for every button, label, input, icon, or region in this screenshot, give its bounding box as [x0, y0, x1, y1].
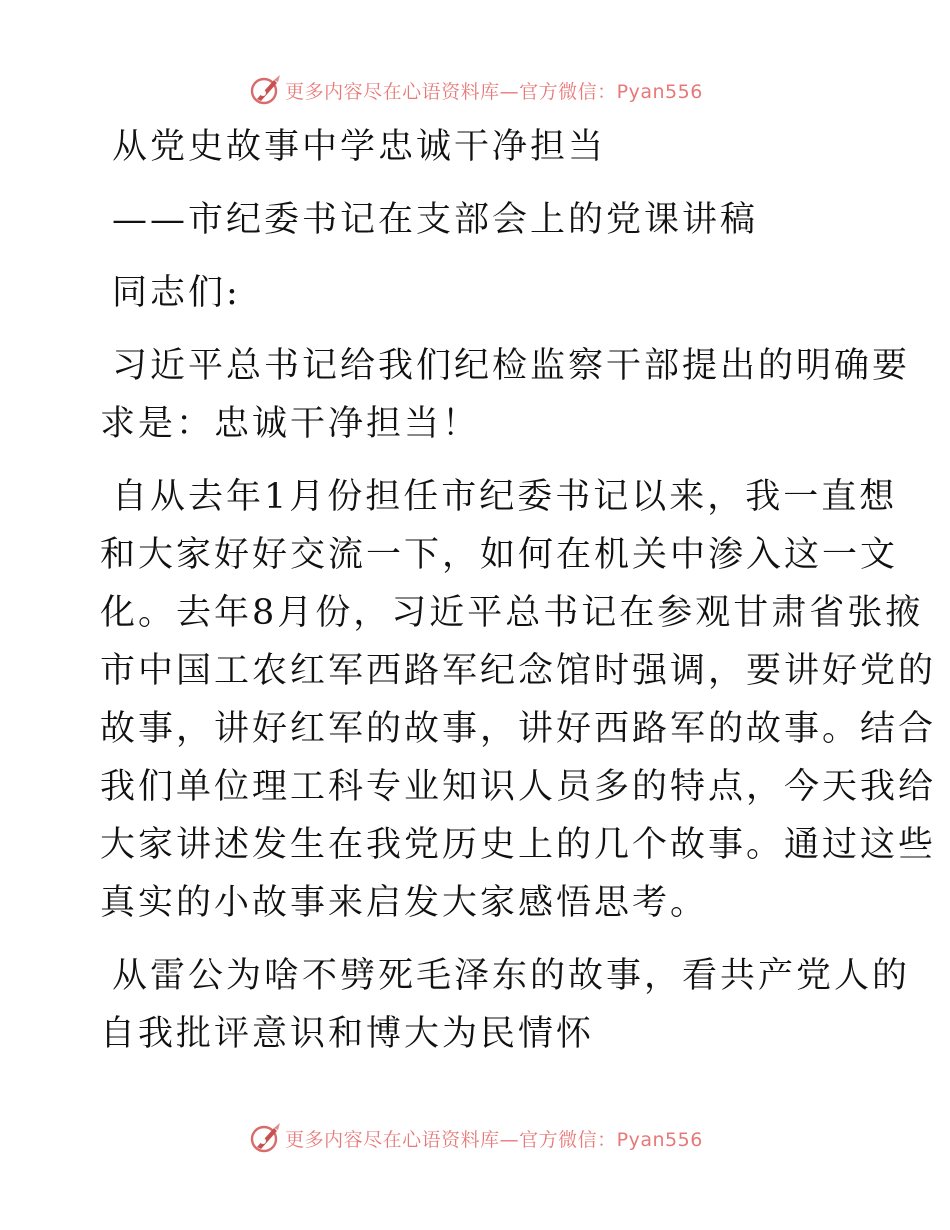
paragraph-line: 故事，讲好红军的故事，讲好西路军的故事。结合: [100, 709, 937, 749]
paragraph-line: 我们单位理工科专业知识人员多的特点，今天我给: [100, 767, 937, 807]
paragraph-line: 大家讲述发生在我党历史上的几个故事。通过这些: [100, 825, 937, 865]
quill-logo-icon: [247, 1120, 283, 1156]
paragraph-line: 习近平总书记给我们纪检监察干部提出的明确要: [112, 346, 911, 386]
paragraph-line: 自我批评意识和博大为民情怀: [100, 1014, 595, 1054]
paragraph-line: 从雷公为啥不劈死毛泽东的故事，看共产党人的: [112, 956, 911, 996]
header-watermark-banner: [0, 70, 950, 110]
paragraph-2: [100, 468, 937, 932]
footer-watermark-text: 更多内容尽在心语资料库—官方微信：Pyan556: [285, 1128, 703, 1151]
paragraph-line: 和大家好好交流一下，如何在机关中渗入这一文: [100, 535, 899, 575]
paragraph-line: 自从去年1月份担任市纪委书记以来，我一直想: [112, 477, 898, 517]
paragraph-line: 市中国工农红军西路军纪念馆时强调，要讲好党的: [100, 651, 937, 691]
header-watermark-text: 更多内容尽在心语资料库—官方微信：Pyan556: [285, 80, 703, 103]
document-body: [100, 118, 937, 1063]
doc-title: 从党史故事中学忠诚干净担当: [112, 127, 607, 167]
paragraph-line: 求是：忠诚干净担当！: [100, 404, 481, 444]
paragraph-3: [100, 947, 911, 1063]
doc-greeting: 同志们:: [112, 273, 241, 313]
paragraph-line: 真实的小故事来启发大家感悟思考。: [100, 883, 709, 923]
paragraph-1: [100, 337, 911, 453]
doc-subtitle: ——市纪委书记在支部会上的党课讲稿: [112, 200, 759, 240]
footer-watermark-banner: [0, 1118, 950, 1158]
quill-logo-icon: [247, 72, 283, 108]
paragraph-line: 化。去年8月份，习近平总书记在参观甘肃省张掖: [100, 593, 924, 633]
